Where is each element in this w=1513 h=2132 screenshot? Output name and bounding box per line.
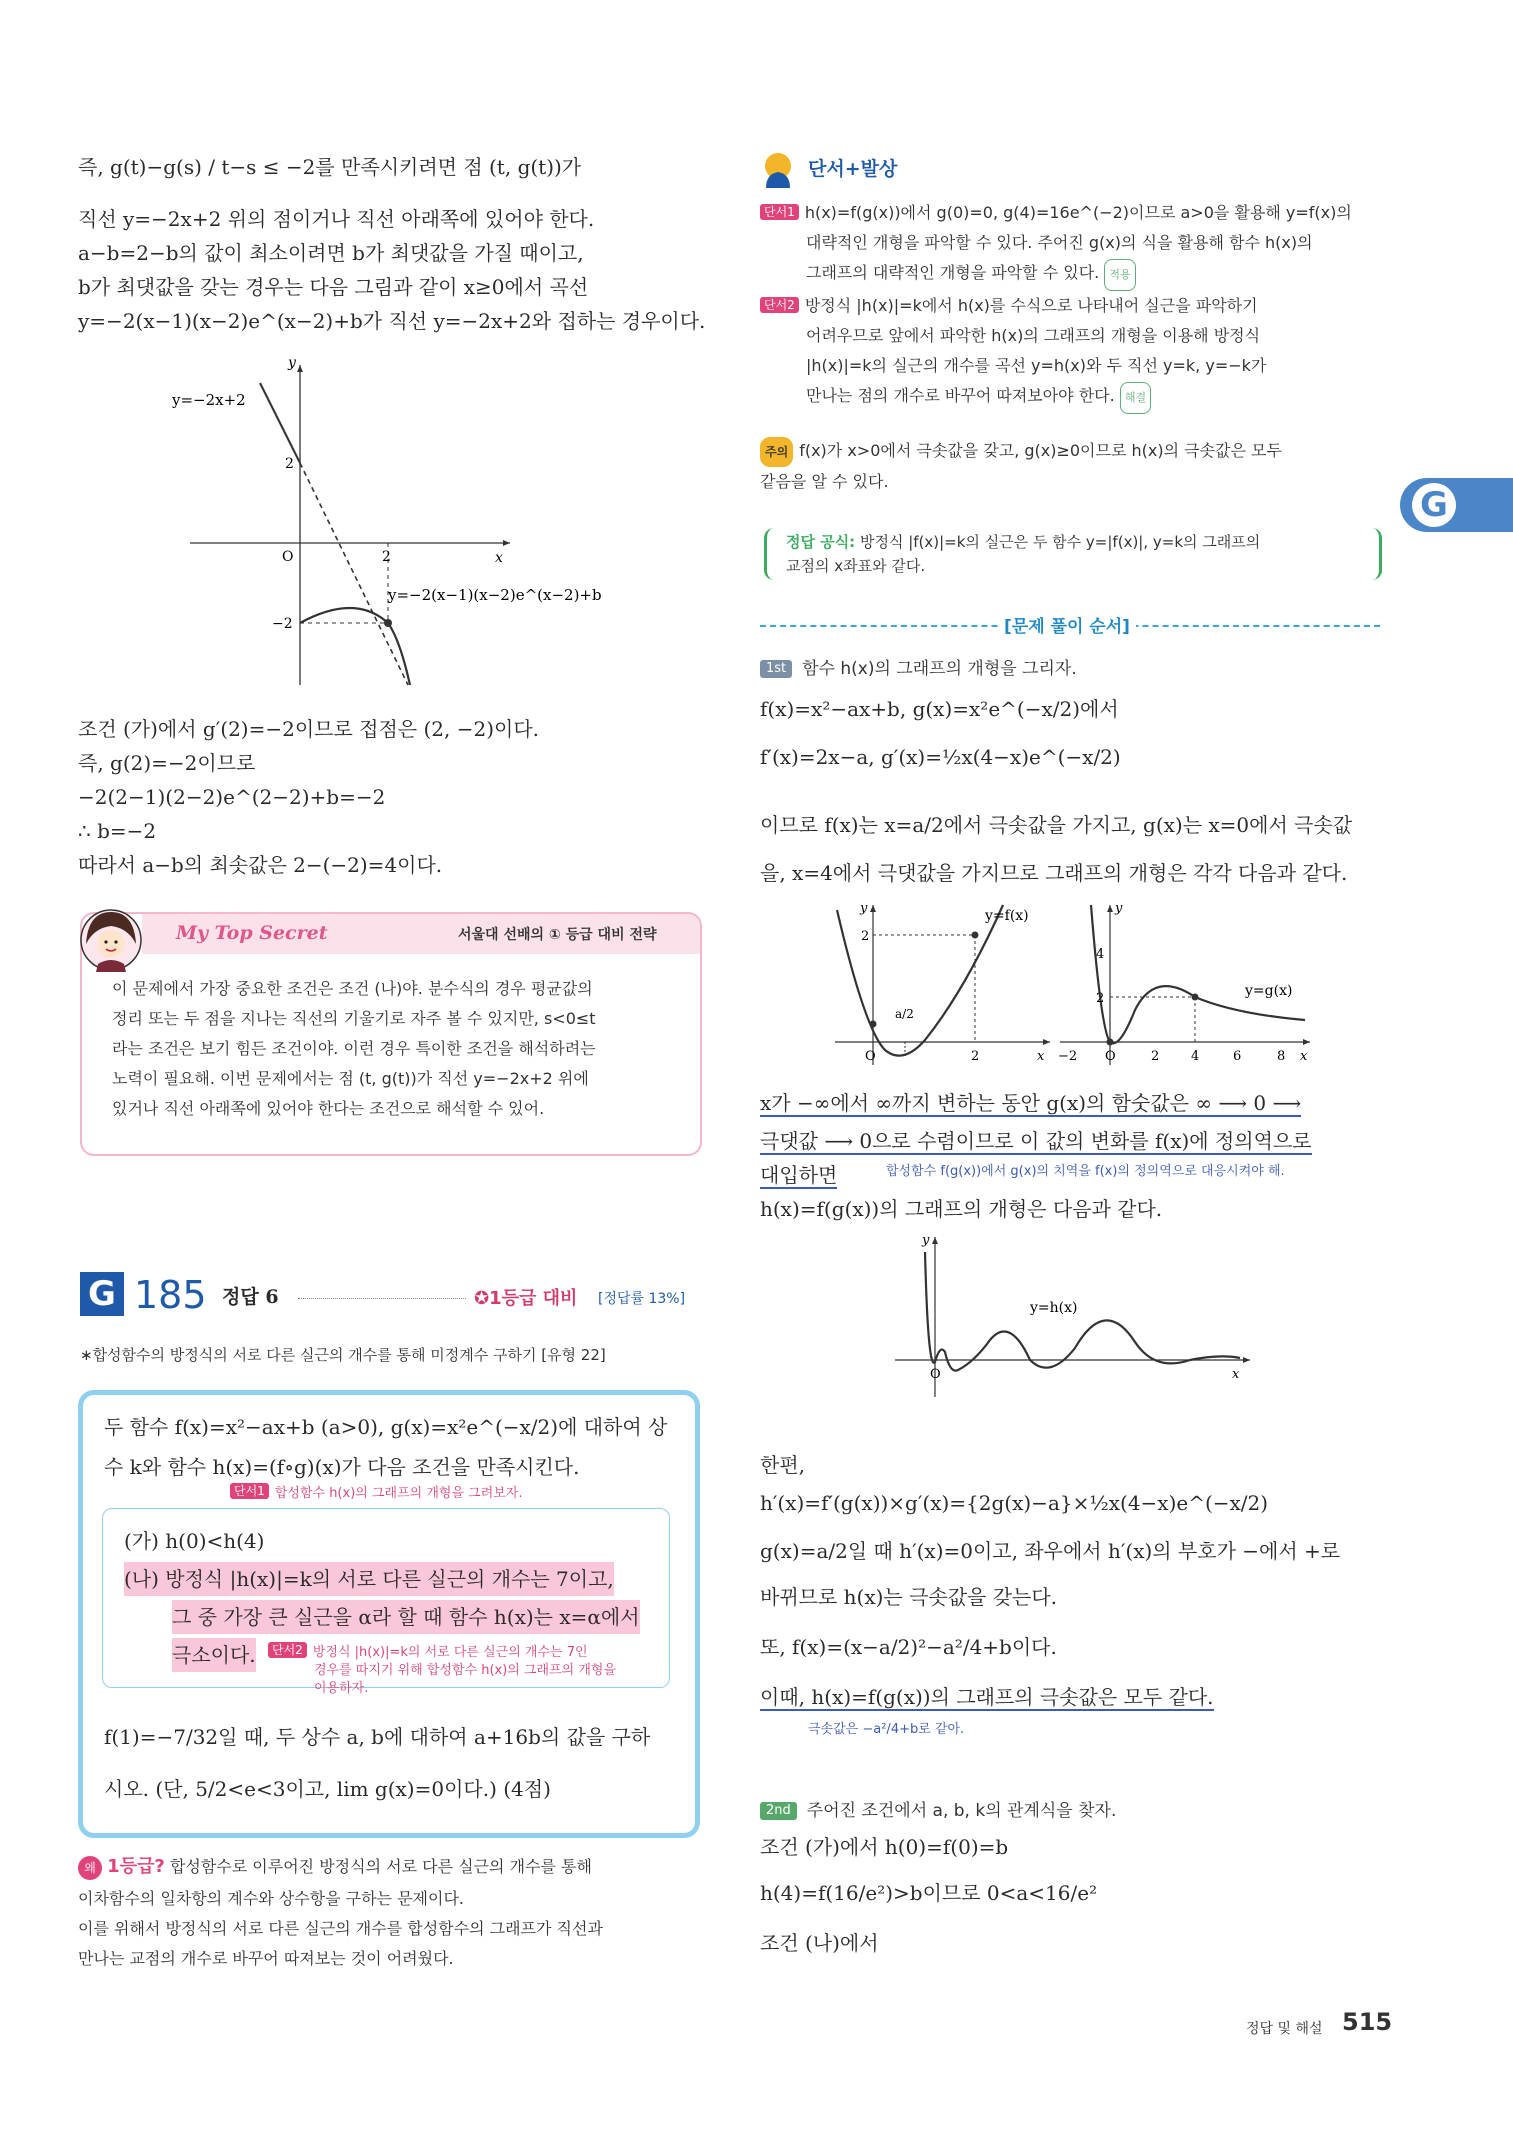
curve-label: y=−2(x−1)(x−2)e^(x−2)+b (388, 586, 602, 604)
section-tab-letter: G (1412, 483, 1456, 527)
clue-line-7: 만나는 점의 개수로 바꾸어 따져보아야 한다. (806, 386, 1115, 405)
tick-2y: 2 (285, 456, 294, 472)
after-line-2: h′(x)=f′(g(x))×g′(x)={2g(x)−a}×½x(4−x)e^(−x/2) (760, 1491, 1269, 1515)
secret-subtitle: 서울대 선배의 ① 등급 대비 전략 (458, 927, 657, 943)
why-head: 1등급? (107, 1856, 165, 1877)
problem-grade: ✪1등급 대비 (474, 1288, 578, 1309)
cond-line-1: 조건 (가)에서 g′(2)=−2이므로 접점은 (2, −2)이다. (78, 717, 539, 741)
step2-line-2: h(4)=f(16/e²)>b이므로 0<a<16/e² (760, 1881, 1098, 1905)
line-label: y=−2x+2 (172, 391, 246, 409)
secret-title: My Top Secret (176, 922, 328, 944)
avatar (76, 904, 146, 976)
after-line-6: 이때, h(x)=f(g(x))의 그래프의 극솟값은 모두 같다. (760, 1685, 1214, 1709)
svg-text:x: x (495, 550, 503, 566)
intro-line-3: a−b=2−b의 값이 최소이려면 b가 최댓값을 가질 때이고, (78, 241, 584, 265)
step1-eq-3: 이므로 f(x)는 x=a/2에서 극솟값을 가지고, g(x)는 x=0에서 극솟값 (760, 813, 1353, 837)
svg-text:2: 2 (861, 929, 870, 944)
g-label: y=g(x) (1245, 983, 1293, 999)
secret-line-4: 노력이 필요해. 이번 문제에서는 점 (t, g(t))가 직선 y=−2x+2 위에 (112, 1069, 589, 1088)
lightbulb-icon (760, 150, 796, 190)
condition-3: 그 중 가장 큰 실근을 α라 할 때 함수 h(x)는 x=α에서 (172, 1600, 640, 1634)
formula-head: 정답 공식: (786, 533, 856, 551)
after-line-5: 또, f(x)=(x−a/2)²−a²/4+b이다. (760, 1635, 1057, 1659)
svg-text:y: y (1115, 901, 1123, 916)
caution-line-1: f(x)가 x>0에서 극솟값을 갖고, g(x)≥0이므로 h(x)의 극솟값은 모두 (799, 441, 1282, 460)
condition-4: 극소이다. (172, 1638, 256, 1672)
tick-neg2: −2 (272, 616, 293, 632)
mid-line-2: 극댓값 ⟶ 0으로 수렴이므로 이 값의 변화를 f(x)에 정의역으로 (760, 1129, 1312, 1153)
tick-2x: 2 (382, 549, 391, 565)
why-line-3: 이를 위해서 방정식의 서로 다른 실근의 개수를 합성함수의 그래프가 직선과 (78, 1919, 603, 1938)
clue-tag-1: 단서1 (760, 204, 799, 220)
h-label: y=h(x) (1030, 1300, 1078, 1316)
origin-label: O (282, 549, 294, 565)
condition-1: (가) h(0)<h(4) (124, 1529, 265, 1553)
clue-line-1: h(x)=f(g(x))에서 g(0)=0, g(4)=16e^(−2)이므로 a>0을 활용해 y=f(x)의 (804, 203, 1352, 222)
svg-text:O: O (1105, 1049, 1116, 1064)
intro-line-2: 직선 y=−2x+2 위의 점이거나 직선 아래쪽에 있어야 한다. (78, 207, 595, 231)
secret-line-1: 이 문제에서 가장 중요한 조건은 조건 (나)야. 분수식의 경우 평균값의 (112, 979, 593, 998)
caution-line-2: 같음을 알 수 있다. (760, 472, 889, 491)
after-line-1: 한편, (760, 1453, 805, 1477)
svg-text:2: 2 (971, 1049, 980, 1064)
svg-text:x: x (1232, 1367, 1240, 1382)
step2-head: 주어진 조건에서 a, b, k의 관계식을 찾자. (806, 1801, 1117, 1821)
g-tick-2: 4 (1191, 1049, 1200, 1064)
mid-note: 합성함수 f(g(x))에서 g(x)의 치역을 f(x)의 정의역으로 대응시켜야 해. (886, 1164, 1285, 1179)
clue-tag-2: 단서2 (760, 297, 799, 313)
why-line-4: 만나는 교점의 개수로 바꾸어 따져보는 것이 어려웠다. (78, 1949, 454, 1968)
g-tick-4: 8 (1277, 1049, 1286, 1064)
tangent-graph (160, 355, 640, 695)
clue-line-2: 대략적인 개형을 파악할 수 있다. 주어진 g(x)의 식을 활용해 함수 h(x)의 (806, 233, 1313, 252)
svg-text:x: x (1300, 1049, 1308, 1064)
problem-number: 185 (134, 1273, 207, 1317)
step1-eq-2: f′(x)=2x−a, g′(x)=½x(4−x)e^(−x/2) (760, 745, 1121, 769)
step1-head: 함수 h(x)의 그래프의 개형을 그리자. (802, 659, 1077, 679)
page-number: 515 (1342, 2008, 1393, 2036)
svg-text:y: y (860, 901, 868, 916)
secret-line-5: 있거나 직선 아래쪽에 있어야 한다는 조건으로 해석할 수 있어. (112, 1099, 545, 1118)
after-note: 극솟값은 −a²/4+b로 같아. (808, 1722, 965, 1737)
problem-text-2: 수 k와 함수 h(x)=(f∘g)(x)가 다음 조건을 만족시킨다. (104, 1455, 580, 1479)
condition-2: (나) 방정식 |h(x)|=k의 서로 다른 실근의 개수는 7이고, (124, 1562, 614, 1596)
clue-line-3: 그래프의 대략적인 개형을 파악할 수 있다. (806, 263, 1100, 282)
g-tick-3: 6 (1233, 1049, 1242, 1064)
solution-order: [문제 풀이 순서] (998, 612, 1136, 637)
mid-line-1: x가 −∞에서 ∞까지 변하는 동안 g(x)의 함숫값은 ∞ ⟶ 0 ⟶ (760, 1091, 1302, 1115)
formula-line-1: 방정식 |f(x)|=k의 실근은 두 함수 y=|f(x)|, y=k의 그래프의 (859, 533, 1261, 551)
g-tick-1: 2 (1151, 1049, 1160, 1064)
problem-letter: G (80, 1272, 124, 1316)
secret-line-3: 라는 조건은 보기 힘든 조건이야. 이런 경우 특이한 조건을 해석하려는 (112, 1039, 596, 1058)
cond-line-4: ∴ b=−2 (78, 819, 157, 843)
svg-text:O: O (930, 1367, 941, 1382)
clue-badge-1: 적용 (1104, 259, 1135, 291)
formula-line-2: 교점의 x좌표와 같다. (786, 557, 926, 575)
svg-text:x: x (1037, 1049, 1045, 1064)
problem-answer: 정답 6 (222, 1286, 279, 1308)
why-tag: 왜 (78, 1856, 102, 1880)
cond-line-5: 따라서 a−b의 최솟값은 2−(−2)=4이다. (78, 853, 443, 877)
f-label: y=f(x) (985, 908, 1029, 924)
hint-2a: 방정식 |h(x)|=k의 서로 다른 실근의 개수는 7인 (312, 1645, 588, 1660)
svg-text:4: 4 (1096, 947, 1105, 962)
step1-eq-4: 을, x=4에서 극댓값을 가지므로 그래프의 개형은 각각 다음과 같다. (760, 861, 1348, 885)
why-line-2: 이차함수의 일차항의 계수와 상수항을 구하는 문제이다. (78, 1889, 465, 1908)
hint-1: 합성함수 h(x)의 그래프의 개형을 그려보자. (274, 1486, 523, 1501)
caution-tag: 주의 (760, 437, 793, 467)
intro-line-5: y=−2(x−1)(x−2)e^(x−2)+b가 직선 y=−2x+2와 접하는 경우이다. (78, 309, 706, 333)
step1-eq-1: f(x)=x²−ax+b, g(x)=x²e^(−x/2)에서 (760, 697, 1119, 721)
curve (300, 608, 410, 685)
clue-line-5: 어려우므로 앞에서 파악한 h(x)의 그래프의 개형을 이용해 방정식 (806, 326, 1261, 345)
intro-line-4: b가 최댓값을 갖는 경우는 다음 그림과 같이 x≥0에서 곡선 (78, 275, 589, 299)
cond-line-2: 즉, g(2)=−2이므로 (78, 751, 256, 775)
section-tab (1400, 478, 1513, 532)
after-line-3: g(x)=a/2일 때 h′(x)=0이고, 좌우에서 h′(x)의 부호가 −에서 +로 (760, 1539, 1341, 1563)
svg-text:2: 2 (1096, 991, 1105, 1006)
problem-rate: [정답률 13%] (598, 1291, 686, 1307)
f-graph (825, 900, 1055, 1070)
step2-tag: 2nd (760, 1802, 797, 1820)
after-line-4: 바뀌므로 h(x)는 극솟값을 갖는다. (760, 1585, 1058, 1609)
hint-2c: 이용하자. (314, 1681, 369, 1696)
mid-line-3: 대입하면 (760, 1163, 838, 1187)
line-solid (260, 383, 300, 463)
svg-text:y: y (288, 355, 296, 371)
line-dashed (300, 463, 408, 685)
h-graph (890, 1232, 1260, 1402)
mid-line-4: h(x)=f(g(x))의 그래프의 개형은 다음과 같다. (760, 1197, 1163, 1221)
hint-2b: 경우를 따지기 위해 합성함수 h(x)의 그래프의 개형을 (314, 1663, 617, 1678)
step1-tag: 1st (760, 660, 792, 678)
cond-line-3: −2(2−1)(2−2)e^(2−2)+b=−2 (78, 785, 386, 809)
clue-line-4: 방정식 |h(x)|=k에서 h(x)를 수식으로 나타내어 실근을 파악하기 (804, 296, 1258, 315)
question-2: 시오. (단, 5/2<e<3이고, lim g(x)=0이다.) (4점) (104, 1777, 551, 1801)
hint-tag-1: 단서1 (230, 1483, 269, 1499)
footer-label: 정답 및 해설 (1246, 2021, 1323, 2037)
question-1: f(1)=−7/32일 때, 두 상수 a, b에 대하여 a+16b의 값을 구하 (104, 1725, 651, 1749)
clue-badge-2: 해결 (1120, 382, 1151, 414)
problem-text-1: 두 함수 f(x)=x²−ax+b (a>0), g(x)=x²e^(−x/2)에 대하여 상 (104, 1415, 668, 1439)
why-line-1: 합성함수로 이루어진 방정식의 서로 다른 실근의 개수를 통해 (169, 1857, 592, 1876)
svg-text:O: O (865, 1049, 876, 1064)
clue-line-6: |h(x)|=k의 실근의 개수를 곡선 y=h(x)와 두 직선 y=k, y=−k가 (806, 356, 1267, 375)
g-graph (1055, 900, 1315, 1070)
clue-title: 단서+발상 (808, 158, 898, 180)
step2-line-1: 조건 (가)에서 h(0)=f(0)=b (760, 1835, 1009, 1859)
problem-topic: ∗합성함수의 방정식의 서로 다른 실근의 개수를 통해 미정계수 구하기 [유형 22] (80, 1346, 606, 1364)
intro-line-1: 즉, g(t)−g(s) / t−s ≤ −2를 만족시키려면 점 (t, g(t))가 (78, 155, 582, 179)
step2-line-3: 조건 (나)에서 (760, 1931, 879, 1955)
secret-box (80, 912, 702, 1156)
g-tick-0: −2 (1058, 1049, 1078, 1064)
svg-text:y: y (922, 1233, 930, 1248)
hint-tag-2: 단서2 (268, 1642, 307, 1658)
svg-text:a/2: a/2 (895, 1007, 914, 1021)
secret-line-2: 정리 또는 두 점을 지나는 직선의 기울기로 자주 볼 수 있지만, s<0≤t (112, 1009, 596, 1028)
